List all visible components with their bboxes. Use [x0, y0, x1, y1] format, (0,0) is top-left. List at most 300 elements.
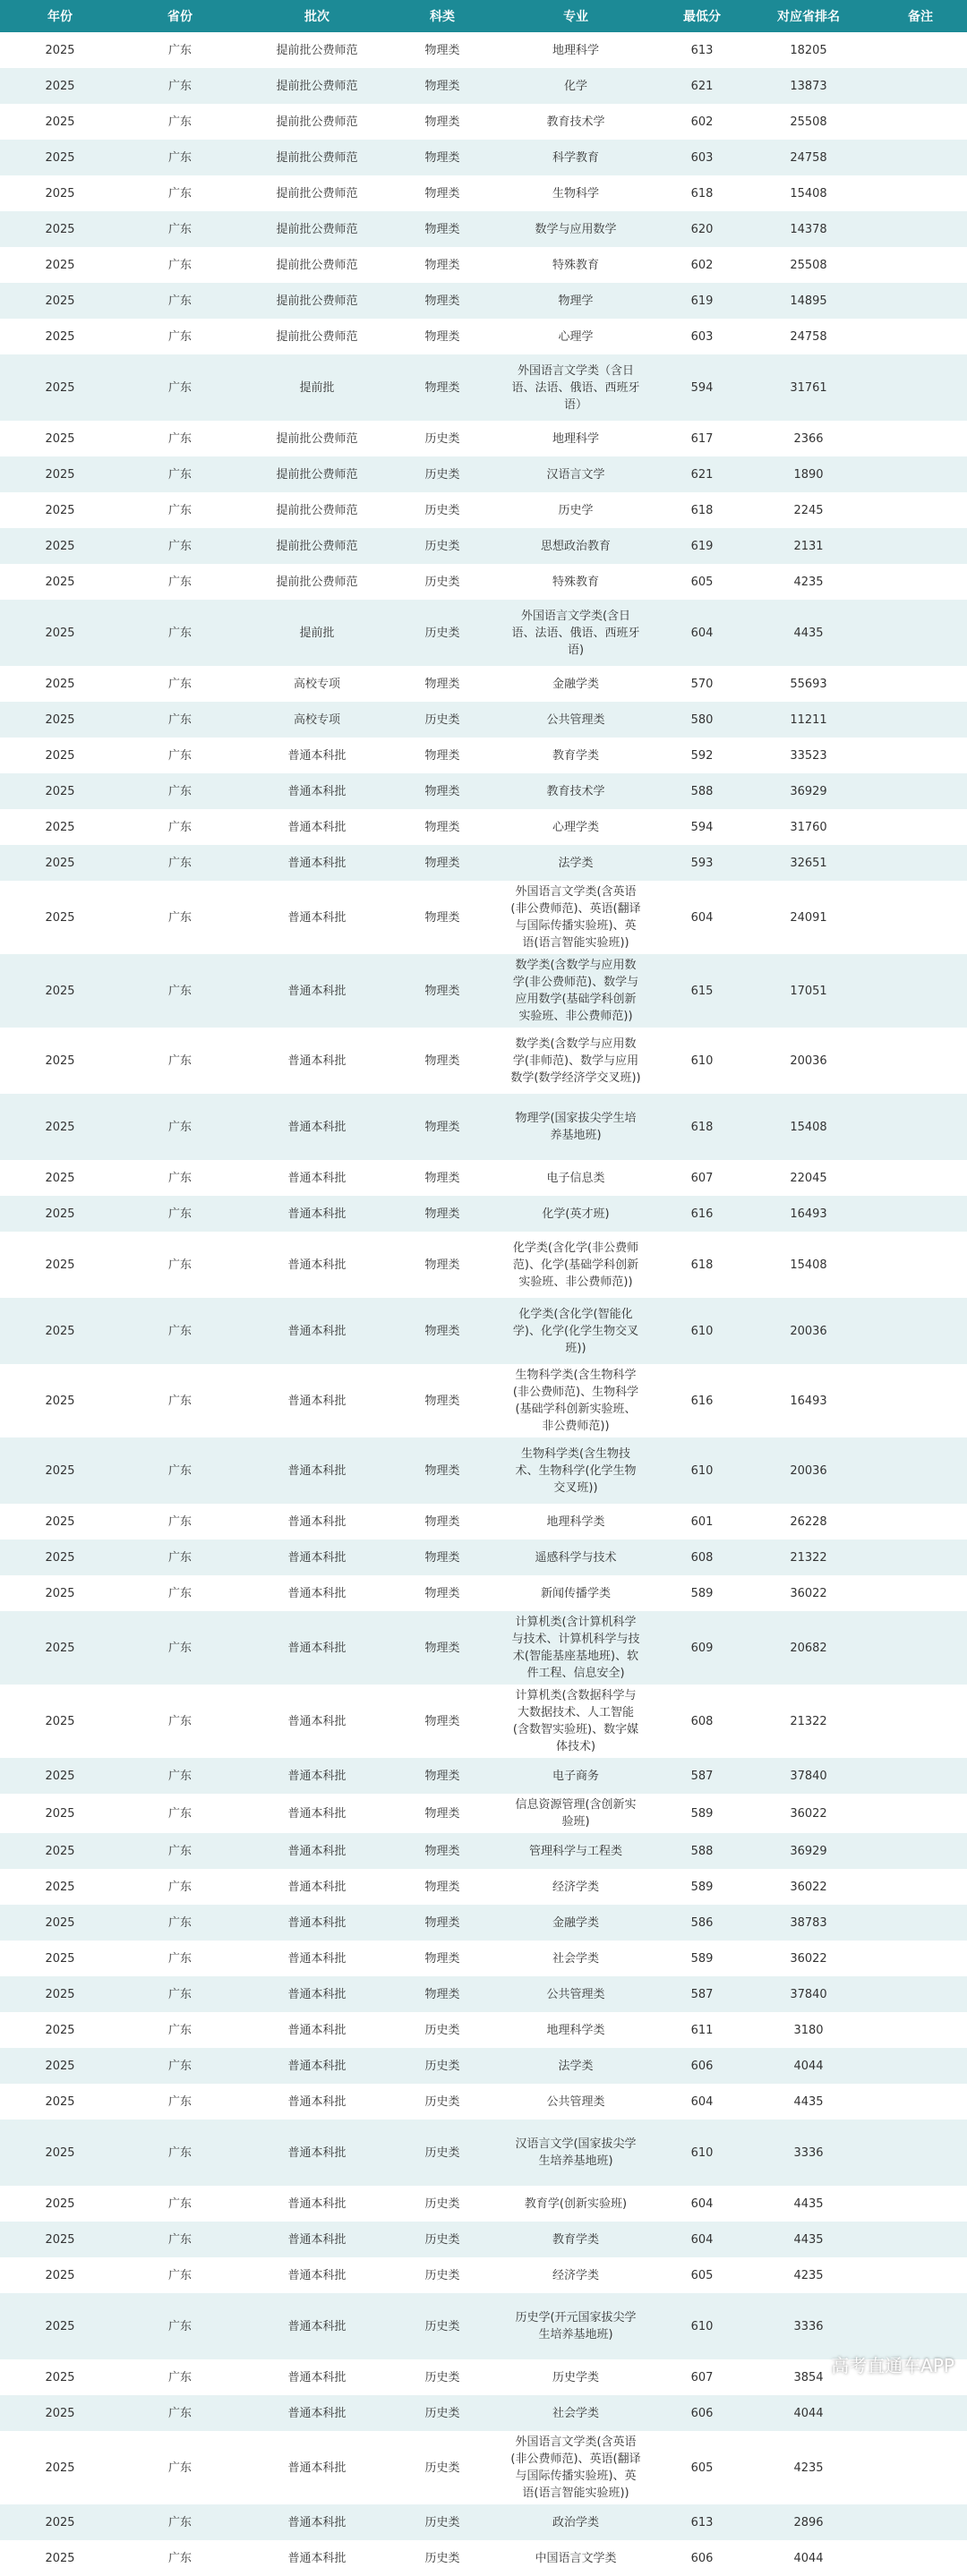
cell-province: 广东 — [167, 820, 192, 834]
cell-subject-type: 物理类 — [424, 1769, 460, 1783]
cell-province: 广东 — [167, 222, 192, 236]
cell-min-score: 621 — [690, 467, 714, 482]
cell-batch: 普通本科批 — [287, 2551, 347, 2565]
cell-batch: 普通本科批 — [287, 748, 347, 763]
cell-major: 法学类 — [558, 856, 594, 870]
cell-batch: 普通本科批 — [287, 856, 347, 870]
cell-remarks — [874, 32, 967, 68]
cell-batch: 普通本科批 — [287, 1641, 347, 1655]
cell-subject-type: 物理类 — [424, 1915, 460, 1930]
table-row — [0, 773, 967, 809]
cell-rank: 25508 — [790, 115, 827, 129]
cell-min-score: 606 — [690, 2406, 714, 2420]
cell-year: 2025 — [45, 2406, 75, 2420]
table-row — [0, 1232, 967, 1298]
cell-year: 2025 — [45, 1463, 75, 1478]
cell-year: 2025 — [45, 1394, 75, 1408]
cell-year: 2025 — [45, 2023, 75, 2037]
cell-major: 特殊教育 — [552, 575, 599, 589]
cell-major: 管理科学与工程类 — [528, 1844, 622, 1858]
cell-rank: 21322 — [790, 1714, 827, 1728]
cell-rank: 36022 — [790, 1586, 827, 1600]
cell-province: 广东 — [167, 115, 192, 129]
table-row — [0, 354, 967, 421]
cell-min-score: 618 — [690, 1258, 714, 1272]
cell-province: 广东 — [167, 2094, 192, 2109]
cell-subject-type: 物理类 — [424, 186, 460, 200]
cell-remarks — [874, 2293, 967, 2359]
table-row — [0, 1364, 967, 1437]
cell-province: 广东 — [167, 2196, 192, 2211]
cell-rank: 36022 — [790, 1880, 827, 1894]
cell-remarks — [874, 1196, 967, 1232]
cell-batch: 普通本科批 — [287, 2023, 347, 2037]
cell-remarks — [874, 845, 967, 881]
table-row — [0, 881, 967, 954]
cell-remarks — [874, 809, 967, 845]
cell-province: 广东 — [167, 575, 192, 589]
cell-rank: 15408 — [790, 186, 827, 200]
cell-year: 2025 — [45, 150, 75, 165]
cell-min-score: 607 — [690, 2370, 714, 2384]
table-row — [0, 1094, 967, 1160]
cell-min-score: 601 — [690, 1514, 714, 1529]
table-row — [0, 1758, 967, 1794]
cell-province: 广东 — [167, 2059, 192, 2073]
cell-rank: 2896 — [793, 2515, 824, 2529]
cell-min-score: 604 — [690, 910, 714, 925]
col-header-min-score: 最低分 — [661, 0, 743, 32]
table-row — [0, 1298, 967, 1364]
cell-province: 广东 — [167, 1463, 192, 1478]
cell-province: 广东 — [167, 2232, 192, 2247]
cell-year: 2025 — [45, 2551, 75, 2565]
cell-major: 地理科学类 — [546, 1514, 605, 1529]
cell-batch: 高校专项 — [293, 677, 340, 691]
cell-rank: 36022 — [790, 1806, 827, 1821]
cell-rank: 3336 — [793, 2145, 824, 2160]
cell-batch: 普通本科批 — [287, 1915, 347, 1930]
cell-subject-type: 物理类 — [424, 79, 460, 93]
cell-province: 广东 — [167, 1514, 192, 1529]
cell-major: 公共管理类 — [546, 1987, 605, 2001]
cell-rank: 16493 — [790, 1207, 827, 1221]
table-row — [0, 564, 967, 600]
cell-remarks — [874, 1437, 967, 1504]
cell-batch: 普通本科批 — [287, 2059, 347, 2073]
table-row — [0, 2257, 967, 2293]
cell-min-score: 619 — [690, 294, 714, 308]
table-row — [0, 1504, 967, 1540]
cell-year: 2025 — [45, 431, 75, 446]
cell-min-score: 618 — [690, 186, 714, 200]
cell-major: 生物科学类(含生物技术、生物科学(化学生物交叉班)) — [515, 1446, 637, 1495]
cell-major: 汉语言文学(国家拔尖学生培养基地班) — [515, 2137, 637, 2168]
cell-rank: 21322 — [790, 1550, 827, 1565]
cell-rank: 55693 — [790, 677, 827, 691]
cell-rank: 4435 — [793, 2196, 824, 2211]
cell-rank: 2131 — [793, 539, 824, 553]
cell-subject-type: 物理类 — [424, 1987, 460, 2001]
cell-major: 历史学(开元国家拔尖学生培养基地班) — [515, 2311, 637, 2341]
cell-major: 政治学类 — [552, 2515, 599, 2529]
cell-batch: 普通本科批 — [287, 1394, 347, 1408]
cell-min-score: 613 — [690, 43, 714, 57]
cell-remarks — [874, 492, 967, 528]
cell-min-score: 618 — [690, 503, 714, 517]
cell-year: 2025 — [45, 748, 75, 763]
cell-year: 2025 — [45, 1806, 75, 1821]
cell-remarks — [874, 2395, 967, 2431]
cell-batch: 普通本科批 — [287, 820, 347, 834]
cell-major: 数学类(含数学与应用数学(非公费师范)、数学与应用数学(基础学科创新实验班、非公费师范)) — [512, 959, 639, 1023]
table-row — [0, 1437, 967, 1504]
cell-remarks — [874, 2540, 967, 2576]
cell-year: 2025 — [45, 43, 75, 57]
cell-year: 2025 — [45, 1207, 75, 1221]
cell-batch: 提前批公费师范 — [276, 222, 358, 236]
cell-subject-type: 历史类 — [424, 2461, 460, 2475]
cell-year: 2025 — [45, 1880, 75, 1894]
cell-year: 2025 — [45, 1053, 75, 1068]
cell-major: 中国语言文学类 — [535, 2551, 617, 2565]
cell-rank: 33523 — [790, 748, 827, 763]
cell-min-score: 593 — [690, 856, 714, 870]
col-header-batch: 批次 — [240, 0, 394, 32]
cell-year: 2025 — [45, 2319, 75, 2333]
cell-rank: 14895 — [790, 294, 827, 308]
cell-province: 广东 — [167, 1394, 192, 1408]
cell-min-score: 588 — [690, 1844, 714, 1858]
cell-major: 心理学 — [558, 329, 594, 344]
cell-batch: 提前批公费师范 — [276, 431, 358, 446]
cell-rank: 4235 — [793, 2461, 824, 2475]
cell-major: 教育学类 — [552, 748, 599, 763]
cell-remarks — [874, 2431, 967, 2504]
cell-rank: 4044 — [793, 2059, 824, 2073]
cell-year: 2025 — [45, 1550, 75, 1565]
cell-remarks — [874, 1575, 967, 1611]
cell-rank: 18205 — [790, 43, 827, 57]
cell-subject-type: 物理类 — [424, 222, 460, 236]
cell-year: 2025 — [45, 2515, 75, 2529]
cell-year: 2025 — [45, 1915, 75, 1930]
cell-remarks — [874, 881, 967, 954]
cell-rank: 4435 — [793, 626, 824, 640]
cell-rank: 25508 — [790, 258, 827, 272]
cell-year: 2025 — [45, 2196, 75, 2211]
cell-min-score: 594 — [690, 820, 714, 834]
cell-remarks — [874, 1941, 967, 1976]
cell-remarks — [874, 666, 967, 702]
cell-subject-type: 物理类 — [424, 1463, 460, 1478]
cell-batch: 普通本科批 — [287, 2268, 347, 2282]
cell-year: 2025 — [45, 1258, 75, 1272]
cell-min-score: 619 — [690, 539, 714, 553]
cell-min-score: 604 — [690, 2232, 714, 2247]
cell-batch: 普通本科批 — [287, 1987, 347, 2001]
cell-subject-type: 物理类 — [424, 258, 460, 272]
cell-year: 2025 — [45, 258, 75, 272]
cell-min-score: 604 — [690, 2196, 714, 2211]
cell-rank: 4235 — [793, 575, 824, 589]
cell-province: 广东 — [167, 1171, 192, 1185]
cell-province: 广东 — [167, 2515, 192, 2529]
cell-province: 广东 — [167, 431, 192, 446]
cell-province: 广东 — [167, 1714, 192, 1728]
cell-province: 广东 — [167, 1880, 192, 1894]
cell-remarks — [874, 2048, 967, 2084]
cell-subject-type: 物理类 — [424, 1207, 460, 1221]
cell-year: 2025 — [45, 115, 75, 129]
cell-batch: 普通本科批 — [287, 1120, 347, 1134]
col-header-major: 专业 — [491, 0, 661, 32]
cell-rank: 4435 — [793, 2232, 824, 2247]
cell-remarks — [874, 283, 967, 319]
cell-province: 广东 — [167, 626, 192, 640]
cell-remarks — [874, 1794, 967, 1833]
cell-province: 广东 — [167, 294, 192, 308]
cell-province: 广东 — [167, 1769, 192, 1783]
cell-subject-type: 物理类 — [424, 1120, 460, 1134]
cell-batch: 提前批公费师范 — [276, 43, 358, 57]
cell-min-score: 616 — [690, 1207, 714, 1221]
cell-remarks — [874, 354, 967, 421]
cell-subject-type: 物理类 — [424, 115, 460, 129]
table-row — [0, 1575, 967, 1611]
cell-remarks — [874, 954, 967, 1028]
cell-province: 广东 — [167, 2406, 192, 2420]
cell-rank: 37840 — [790, 1769, 827, 1783]
cell-rank: 2366 — [793, 431, 824, 446]
cell-batch: 普通本科批 — [287, 1053, 347, 1068]
cell-remarks — [874, 1976, 967, 2012]
cell-subject-type: 历史类 — [424, 2094, 460, 2109]
table-row — [0, 32, 967, 68]
cell-year: 2025 — [45, 1714, 75, 1728]
cell-province: 广东 — [167, 1120, 192, 1134]
cell-major: 物理学 — [558, 294, 594, 308]
cell-min-score: 587 — [690, 1987, 714, 2001]
cell-remarks — [874, 211, 967, 247]
cell-year: 2025 — [45, 575, 75, 589]
cell-major: 经济学类 — [552, 2268, 599, 2282]
cell-min-score: 602 — [690, 258, 714, 272]
cell-year: 2025 — [45, 1951, 75, 1966]
cell-min-score: 589 — [690, 1951, 714, 1966]
cell-province: 广东 — [167, 984, 192, 998]
cell-remarks — [874, 2504, 967, 2540]
cell-subject-type: 物理类 — [424, 677, 460, 691]
cell-subject-type: 物理类 — [424, 1258, 460, 1272]
cell-batch: 普通本科批 — [287, 1951, 347, 1966]
cell-subject-type: 物理类 — [424, 1550, 460, 1565]
cell-major: 计算机类(含计算机科学与技术、计算机科学与技术(智能基座基地班)、软件工程、信息安全) — [511, 1616, 640, 1680]
cell-year: 2025 — [45, 1171, 75, 1185]
cell-min-score: 610 — [690, 1324, 714, 1338]
cell-province: 广东 — [167, 186, 192, 200]
cell-major: 教育技术学 — [546, 784, 605, 798]
cell-min-score: 589 — [690, 1806, 714, 1821]
table-row — [0, 666, 967, 702]
cell-remarks — [874, 2222, 967, 2257]
cell-subject-type: 物理类 — [424, 910, 460, 925]
cell-remarks — [874, 421, 967, 456]
cell-year: 2025 — [45, 626, 75, 640]
cell-subject-type: 物理类 — [424, 984, 460, 998]
cell-batch: 普通本科批 — [287, 2196, 347, 2211]
app-watermark: 高考直通车APP — [831, 2355, 954, 2376]
cell-remarks — [874, 600, 967, 666]
cell-province: 广东 — [167, 1258, 192, 1272]
cell-remarks — [874, 1758, 967, 1794]
cell-year: 2025 — [45, 1641, 75, 1655]
cell-rank: 13873 — [790, 79, 827, 93]
cell-rank: 26228 — [790, 1514, 827, 1529]
cell-rank: 24758 — [790, 329, 827, 344]
cell-year: 2025 — [45, 503, 75, 517]
cell-major: 法学类 — [558, 2059, 594, 2073]
cell-min-score: 588 — [690, 784, 714, 798]
cell-major: 电子商务 — [552, 1769, 599, 1783]
cell-year: 2025 — [45, 186, 75, 200]
cell-min-score: 587 — [690, 1769, 714, 1783]
cell-subject-type: 历史类 — [424, 626, 460, 640]
cell-remarks — [874, 738, 967, 773]
cell-remarks — [874, 1160, 967, 1196]
cell-major: 心理学类 — [552, 820, 599, 834]
cell-min-score: 610 — [690, 1053, 714, 1068]
cell-major: 金融学类 — [552, 1915, 599, 1930]
cell-rank: 14378 — [790, 222, 827, 236]
cell-year: 2025 — [45, 467, 75, 482]
cell-min-score: 594 — [690, 380, 714, 395]
cell-province: 广东 — [167, 79, 192, 93]
cell-subject-type: 物理类 — [424, 1324, 460, 1338]
table-row — [0, 1869, 967, 1905]
cell-batch: 普通本科批 — [287, 984, 347, 998]
cell-batch: 普通本科批 — [287, 2461, 347, 2475]
cell-province: 广东 — [167, 43, 192, 57]
table-row — [0, 421, 967, 456]
table-row — [0, 1611, 967, 1685]
cell-remarks — [874, 2084, 967, 2120]
table-row — [0, 283, 967, 319]
cell-min-score: 608 — [690, 1550, 714, 1565]
cell-rank: 15408 — [790, 1120, 827, 1134]
cell-min-score: 620 — [690, 222, 714, 236]
cell-remarks — [874, 1028, 967, 1094]
table-row — [0, 104, 967, 140]
table-row — [0, 809, 967, 845]
cell-batch: 提前批公费师范 — [276, 258, 358, 272]
cell-min-score: 580 — [690, 712, 714, 727]
cell-province: 广东 — [167, 1586, 192, 1600]
cell-subject-type: 物理类 — [424, 294, 460, 308]
cell-major: 特殊教育 — [552, 258, 599, 272]
table-row — [0, 1028, 967, 1094]
table-row — [0, 2222, 967, 2257]
cell-year: 2025 — [45, 1987, 75, 2001]
table-header-row — [0, 0, 967, 32]
cell-subject-type: 历史类 — [424, 539, 460, 553]
cell-province: 广东 — [167, 784, 192, 798]
col-header-subject-type: 科类 — [394, 0, 491, 32]
cell-major: 外国语言文学类(含英语(非公费师范)、英语(翻译与国际传播实验班)、英语(语言智能实验班)) — [510, 2435, 641, 2500]
cell-province: 广东 — [167, 380, 192, 395]
cell-rank: 4044 — [793, 2406, 824, 2420]
cell-batch: 普通本科批 — [287, 1463, 347, 1478]
col-header-rank: 对应省排名 — [743, 0, 874, 32]
cell-min-score: 603 — [690, 329, 714, 344]
cell-min-score: 589 — [690, 1880, 714, 1894]
cell-batch: 提前批公费师范 — [276, 503, 358, 517]
cell-batch: 普通本科批 — [287, 2094, 347, 2109]
cell-rank: 36929 — [790, 784, 827, 798]
cell-rank: 3180 — [793, 2023, 824, 2037]
cell-major: 教育技术学 — [546, 115, 605, 129]
cell-major: 化学类(含化学(非公费师范)、化学(基础学科创新实验班、非公费师范)) — [512, 1241, 639, 1289]
cell-year: 2025 — [45, 1514, 75, 1529]
cell-major: 金融学类 — [552, 677, 599, 691]
cell-rank: 3336 — [793, 2319, 824, 2333]
cell-subject-type: 物理类 — [424, 784, 460, 798]
cell-major: 生物科学类(含生物科学(非公费师范)、生物科学(基础学科创新实验班、非公费师范)) — [512, 1369, 639, 1433]
table-row — [0, 2120, 967, 2186]
cell-batch: 普通本科批 — [287, 2145, 347, 2160]
col-header-year: 年份 — [0, 0, 120, 32]
cell-province: 广东 — [167, 2268, 192, 2282]
cell-year: 2025 — [45, 856, 75, 870]
cell-subject-type: 物理类 — [424, 1641, 460, 1655]
table-row — [0, 68, 967, 104]
table-row — [0, 492, 967, 528]
cell-year: 2025 — [45, 539, 75, 553]
cell-min-score: 570 — [690, 677, 714, 691]
table-row — [0, 2540, 967, 2576]
cell-major: 外国语言文学类(含英语(非公费师范)、英语(翻译与国际传播实验班)、英语(语言智能实验班)) — [510, 885, 641, 950]
table-row — [0, 140, 967, 175]
cell-province: 广东 — [167, 2145, 192, 2160]
cell-province: 广东 — [167, 910, 192, 925]
cell-batch: 提前批公费师范 — [276, 294, 358, 308]
cell-major: 化学类(含化学(智能化学)、化学(化学生物交叉班)) — [512, 1307, 639, 1355]
table-row — [0, 954, 967, 1028]
table-row — [0, 2504, 967, 2540]
cell-major: 化学(英才班) — [542, 1207, 610, 1221]
table-row — [0, 1794, 967, 1833]
cell-subject-type: 物理类 — [424, 380, 460, 395]
table-row — [0, 2048, 967, 2084]
cell-rank: 24091 — [790, 910, 827, 925]
cell-year: 2025 — [45, 329, 75, 344]
cell-major: 历史学 — [558, 503, 594, 517]
cell-batch: 提前批公费师范 — [276, 79, 358, 93]
cell-major: 经济学类 — [552, 1880, 599, 1894]
cell-min-score: 615 — [690, 984, 714, 998]
cell-province: 广东 — [167, 1641, 192, 1655]
cell-min-score: 606 — [690, 2059, 714, 2073]
cell-rank: 31760 — [790, 820, 827, 834]
cell-batch: 普通本科批 — [287, 1714, 347, 1728]
cell-year: 2025 — [45, 222, 75, 236]
cell-min-score: 621 — [690, 79, 714, 93]
cell-remarks — [874, 773, 967, 809]
cell-remarks — [874, 2186, 967, 2222]
cell-min-score: 610 — [690, 2145, 714, 2160]
cell-major: 社会学类 — [552, 2406, 599, 2420]
cell-remarks — [874, 2120, 967, 2186]
